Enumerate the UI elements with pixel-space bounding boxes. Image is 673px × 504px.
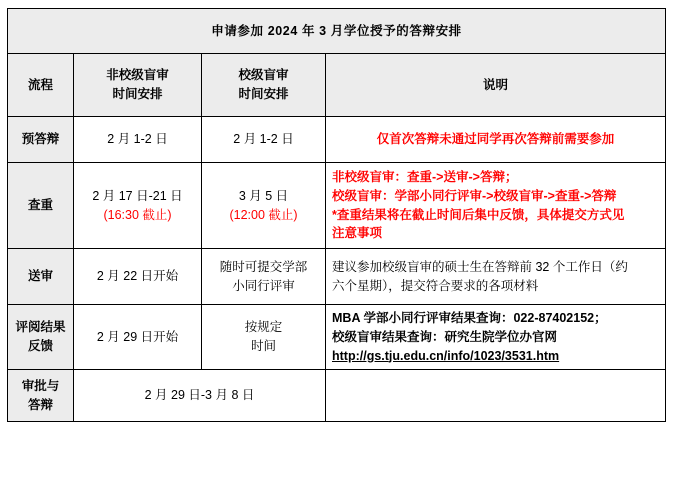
plagiarism-desc-line2-tail: ->答辩 (579, 188, 617, 203)
pre-defense-description: 仅首次答辩未通过同学再次答辩前需要参加 (326, 117, 666, 163)
row-stage-pre-defense: 预答辩 (8, 117, 74, 163)
column-header-school-line2: 时间安排 (238, 87, 289, 101)
feedback-desc-line1: MBA 学部小同行评审结果查询：022-87402152； (332, 311, 607, 325)
document-sheet (0, 8, 673, 504)
plagiarism-non-school-date (74, 163, 202, 249)
submit-non-school-date: 2 月 22 日开始 (74, 249, 202, 305)
pre-defense-non-school-date: 2 月 1-2 日 (74, 117, 202, 163)
submit-school-date-line2: 小同行评审 (232, 278, 295, 293)
column-header-school-blind-review (202, 54, 326, 117)
plagiarism-desc-line2 (332, 187, 659, 206)
defense-schedule-table (7, 8, 666, 422)
table-row (8, 117, 666, 163)
row-stage-plagiarism-check: 查重 (8, 163, 74, 249)
table-row (8, 249, 666, 305)
plagiarism-desc-line2-emphasis: 查重 (554, 188, 580, 203)
feedback-description (326, 305, 666, 370)
row-stage-approval-defense-line1: 审批与 (21, 379, 60, 393)
row-stage-approval-defense (8, 370, 74, 422)
row-stage-review-feedback-line1: 评阅结果 (15, 320, 66, 335)
column-header-non-school-line2: 时间安排 (112, 87, 163, 101)
table-row (8, 370, 666, 422)
column-header-school-line1: 校级盲审 (238, 68, 289, 83)
pre-defense-school-date: 2 月 1-2 日 (202, 117, 326, 163)
row-stage-approval-defense-line2: 答辩 (27, 397, 53, 412)
plagiarism-desc-line2-label: 校级盲审： (332, 188, 395, 203)
feedback-school-date-line1: 按规定 (244, 320, 283, 335)
plagiarism-school-date (202, 163, 326, 249)
approval-defense-description (326, 370, 666, 422)
plagiarism-desc-line2-text: 学部小同行评审->校级盲审-> (394, 188, 555, 203)
row-stage-review-feedback (8, 305, 74, 370)
table-title-row (8, 9, 666, 54)
submit-school-date (202, 249, 326, 305)
feedback-school-date-line2: 时间 (250, 339, 276, 354)
submit-desc-line1: 建议参加校级盲审的硕士生在答辩前 32 个工作日（约 (332, 259, 628, 274)
plagiarism-description (326, 163, 666, 249)
plagiarism-desc-line4: 注意事项 (332, 226, 383, 241)
column-header-stage: 流程 (8, 54, 74, 117)
submit-school-date-line1: 随时可提交学部 (219, 259, 308, 274)
plagiarism-desc-line1-text: 查重->送审->答辩； (407, 170, 518, 184)
column-header-description: 说明 (326, 54, 666, 117)
plagiarism-desc-line3: *查重结果将在截止时间后集中反馈，具体提交方式见 (332, 207, 625, 222)
row-stage-submit-review: 送审 (8, 249, 74, 305)
table-row (8, 163, 666, 249)
column-header-non-school-line1: 非校级盲审 (106, 68, 169, 83)
plagiarism-non-school-date-line1: 2 月 17 日-21 日 (92, 188, 183, 203)
plagiarism-non-school-date-deadline: (16:30 截止) (103, 207, 172, 222)
plagiarism-school-date-deadline: (12:00 截止) (229, 207, 298, 222)
plagiarism-desc-line1 (332, 168, 659, 187)
table-row (8, 305, 666, 370)
document-title: 申请参加 2024 年 3 月学位授予的答辩安排 (8, 9, 666, 54)
feedback-desc-url[interactable] (332, 347, 659, 366)
submit-description (326, 249, 666, 305)
feedback-desc-line2: 校级盲审结果查询：研究生院学位办官网 (332, 329, 558, 344)
row-stage-review-feedback-line2: 反馈 (27, 339, 53, 354)
plagiarism-desc-line1-label: 非校级盲审： (332, 170, 408, 184)
approval-defense-dates: 2 月 29 日-3 月 8 日 (74, 370, 326, 422)
plagiarism-school-date-line1: 3 月 5 日 (238, 188, 289, 203)
column-header-non-school-blind-review (74, 54, 202, 117)
graduate-school-link[interactable]: http://gs.tju.edu.cn/info/1023/3531.htm (332, 348, 560, 363)
feedback-non-school-date: 2 月 29 日开始 (74, 305, 202, 370)
table-header-row (8, 54, 666, 117)
feedback-school-date (202, 305, 326, 370)
submit-desc-line2: 六个星期），提交符合要求的各项材料 (332, 278, 539, 293)
